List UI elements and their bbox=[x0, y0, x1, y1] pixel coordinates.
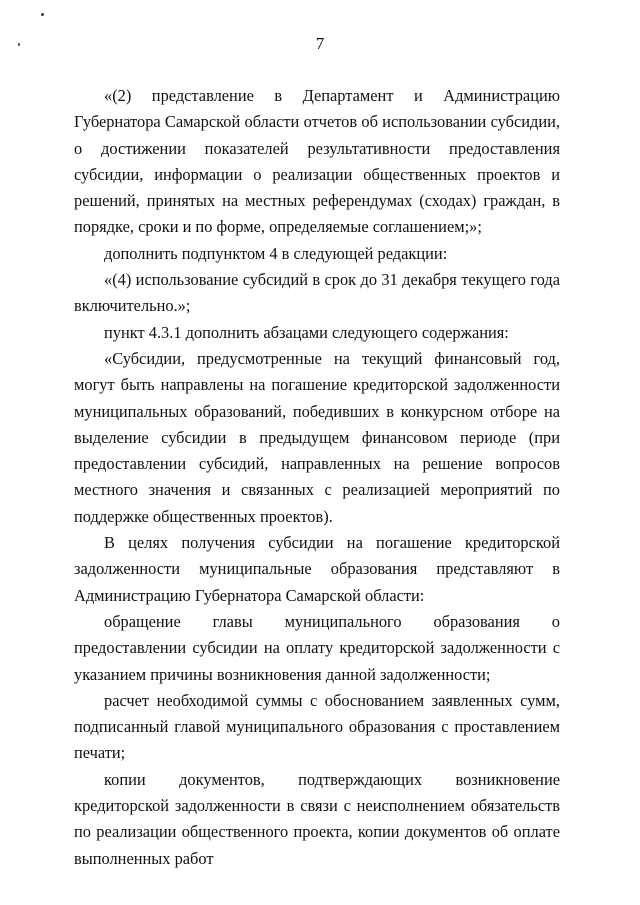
paragraph-head-appeal: обращение главы муниципального образования о предоставлении субсидии на оплату кредиторской задолженности с указанием причины возникновения данной задолженности; bbox=[74, 611, 560, 684]
paragraph-reporting-requirement: «(2) представление в Департамент и Администрацию Губернатора Самарской области отчетов об использовании субсидии, о достижении показателей результативности предоставления субсидии, информации о реализации общественных проектов и решений, принятых на местных референдумах (сходах) граждан, в порядке, сроки и по форме, определяемые соглашением;»; bbox=[74, 86, 560, 237]
paragraph-document-copies: копии документов, подтверждающих возникновение кредиторской задолженности в связи с неисполнением обязательств по реализации общественного проекта, копии документов об оплате выполненных работ bbox=[74, 769, 560, 868]
document-body bbox=[74, 83, 560, 872]
paragraph-add-subitem-4: дополнить подпунктом 4 в следующей редакции: bbox=[104, 243, 448, 263]
page-number: 7 bbox=[315, 34, 325, 53]
paragraph-documents-intro: В целях получения субсидии на погашение кредиторской задолженности муниципальные образования представляют в Администрацию Губернатора Самарской области: bbox=[74, 533, 560, 605]
paragraph-subitem-4-text: «(4) использование субсидий в срок до 31 декабря текущего года включительно.»; bbox=[74, 270, 560, 316]
scan-speck bbox=[41, 13, 44, 16]
paragraph-clause-4-3-1: пункт 4.3.1 дополнить абзацами следующего содержания: bbox=[104, 322, 509, 342]
paragraph-subsidies-debt: «Субсидии, предусмотренные на текущий финансовый год, могут быть направлены на погашение кредиторской задолженности муниципальных образований, победивших в конкурсном отборе на выделение субсидии в предыдущем финансовом периоде (при предоставлении субсидий, направленных на решение вопросов местного значения и связанных с реализацией мероприятий по поддержке общественных проектов). bbox=[74, 348, 560, 526]
paragraph-calculation: расчет необходимой суммы с обоснованием заявленных сумм, подписанный главой муниципального образования с проставлением печати; bbox=[74, 690, 560, 763]
